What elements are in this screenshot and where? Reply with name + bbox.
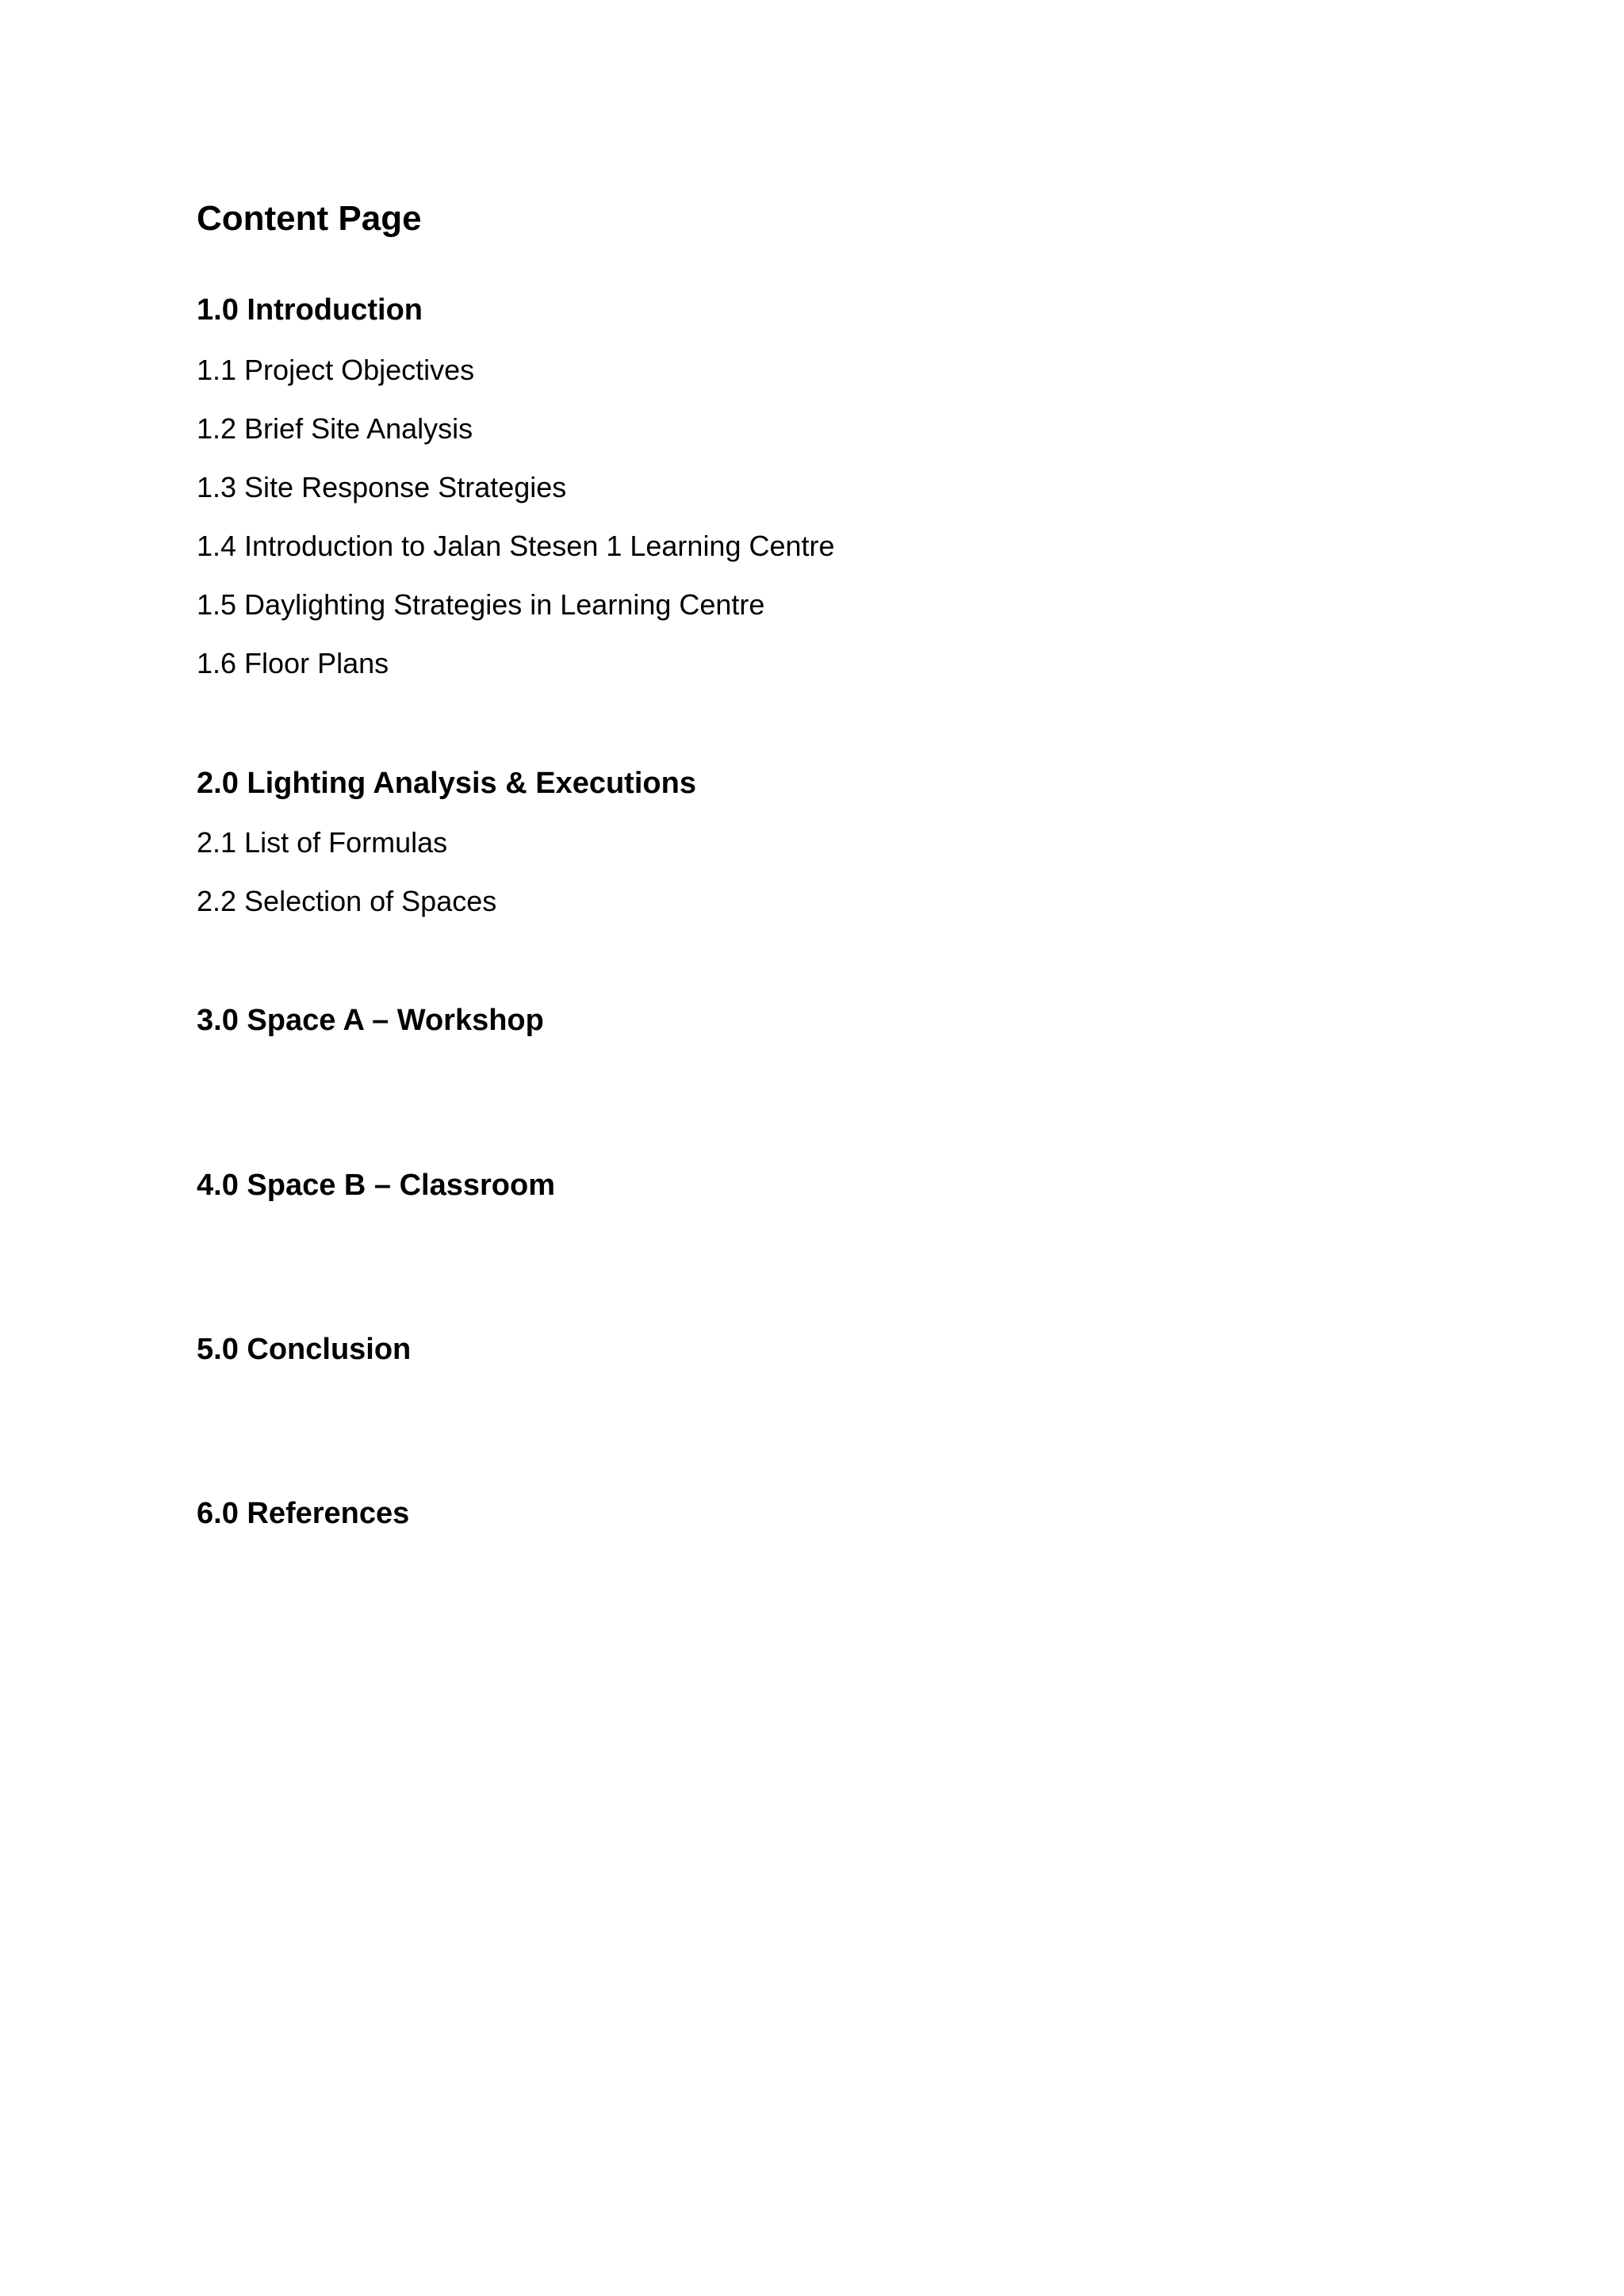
section-heading-conclusion: 5.0 Conclusion xyxy=(197,1333,412,1366)
toc-item: 1.1 Project Objectives xyxy=(197,354,475,386)
toc-item: 1.4 Introduction to Jalan Stesen 1 Learning Centre xyxy=(197,530,835,562)
section-heading-space-b: 4.0 Space B – Classroom xyxy=(197,1169,555,1202)
section-heading-lighting-analysis: 2.0 Lighting Analysis & Executions xyxy=(197,767,696,800)
toc-item: 1.5 Daylighting Strategies in Learning Centre xyxy=(197,588,765,621)
section-heading-references: 6.0 References xyxy=(197,1497,410,1530)
toc-item: 1.2 Brief Site Analysis xyxy=(197,412,473,445)
section-heading-space-a: 3.0 Space A – Workshop xyxy=(197,1004,544,1037)
toc-item: 2.1 List of Formulas xyxy=(197,826,448,859)
toc-item: 2.2 Selection of Spaces xyxy=(197,885,497,917)
page-title: Content Page xyxy=(197,199,422,238)
toc-item: 1.3 Site Response Strategies xyxy=(197,471,567,503)
toc-item: 1.6 Floor Plans xyxy=(197,647,389,679)
section-heading-introduction: 1.0 Introduction xyxy=(197,293,423,327)
